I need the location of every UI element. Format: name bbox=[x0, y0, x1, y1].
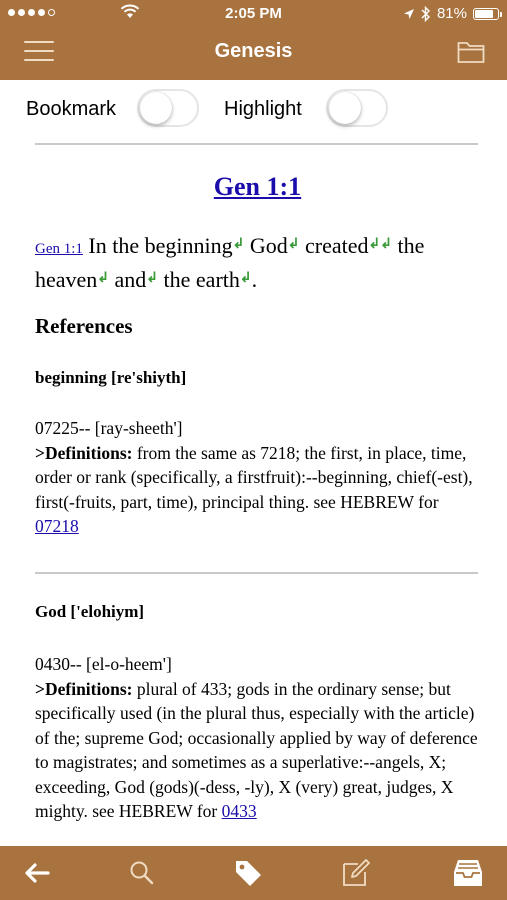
verse-word: the earth bbox=[163, 267, 240, 292]
bluetooth-icon bbox=[421, 6, 431, 22]
strongs-number: 0430-- [el-o-heem'] bbox=[35, 654, 172, 674]
definitions-label: >Definitions: bbox=[35, 678, 133, 699]
status-bar bbox=[0, 0, 507, 28]
hebrew-link[interactable]: 0433 bbox=[221, 801, 257, 821]
verse-word: God bbox=[249, 233, 288, 258]
definitions-label: >Definitions: bbox=[35, 442, 133, 463]
strongs-arrow-icon[interactable]: ↲ bbox=[239, 271, 252, 286]
strongs-arrow-icon[interactable]: ↲ bbox=[380, 237, 392, 252]
bottom-toolbar bbox=[0, 846, 507, 900]
battery-icon bbox=[473, 8, 499, 20]
reference-definition bbox=[35, 652, 480, 824]
verse-word: In the beginning bbox=[88, 233, 233, 258]
divider bbox=[35, 143, 478, 145]
inbox-tray-icon[interactable] bbox=[452, 858, 484, 888]
reference-word: beginning [re'shiyth] bbox=[35, 368, 187, 387]
strongs-arrow-icon[interactable]: ↲ bbox=[368, 237, 381, 252]
location-arrow-icon bbox=[403, 8, 415, 20]
bookmark-highlight-controls bbox=[0, 80, 507, 144]
hebrew-link[interactable]: 07218 bbox=[35, 516, 79, 536]
divider bbox=[35, 572, 478, 574]
reference-word: God ['elohiym] bbox=[35, 602, 145, 621]
strongs-arrow-icon[interactable]: ↲ bbox=[146, 271, 159, 286]
toggle-knob bbox=[329, 92, 361, 124]
strongs-arrow-icon[interactable]: ↲ bbox=[232, 237, 245, 252]
definition-text: plural of 433; gods in the ordinary sense; but specifically used (in the plural thus, especially with the article) of the; supreme God; occasionally applied by way of deference to magistrates; and sometimes as a superlative:--angels, X; exceeding, God (gods)(-dess, -ly), X (very) great, judges, X mighty. see HEBREW for bbox=[35, 678, 478, 821]
verse-word: the bbox=[397, 233, 425, 258]
battery-percent: 81% bbox=[436, 5, 467, 22]
definition-text: from the same as 7218; the first, in place, time, order or rank (specifically, a firstfruit):--beginning, chief(-est), first(-fruits, part, time), principal thing. see HEBREW for bbox=[35, 442, 473, 512]
strongs-arrow-icon[interactable]: ↲ bbox=[287, 237, 300, 252]
toggle-knob bbox=[140, 92, 172, 124]
verse-text bbox=[35, 230, 480, 294]
back-arrow-icon[interactable] bbox=[24, 862, 50, 884]
verse-word: and bbox=[114, 267, 147, 292]
strongs-number: 07225-- [ray-sheeth'] bbox=[35, 418, 183, 438]
verse-period: . bbox=[251, 267, 258, 292]
nav-bar bbox=[0, 28, 507, 80]
edit-note-icon[interactable] bbox=[341, 858, 371, 888]
verse-word: created bbox=[304, 233, 369, 258]
verse-heading-link[interactable]: Gen 1:1 bbox=[213, 172, 302, 201]
verse-word: heaven bbox=[35, 267, 98, 292]
status-time: 2:05 PM bbox=[225, 5, 282, 22]
bookmark-toggle[interactable] bbox=[137, 89, 199, 127]
search-icon[interactable] bbox=[129, 860, 155, 886]
strongs-arrow-icon[interactable]: ↲ bbox=[97, 271, 110, 286]
verse-ref-link[interactable]: Gen 1:1 bbox=[35, 241, 83, 257]
bookmark-label: Bookmark bbox=[26, 98, 117, 120]
references-heading: References bbox=[35, 314, 133, 338]
folder-icon[interactable] bbox=[457, 40, 485, 64]
highlight-toggle[interactable] bbox=[326, 89, 388, 127]
reference-definition bbox=[35, 416, 480, 539]
highlight-label: Highlight bbox=[224, 98, 302, 120]
page-title: Genesis bbox=[214, 40, 293, 62]
tag-icon[interactable] bbox=[233, 858, 263, 888]
